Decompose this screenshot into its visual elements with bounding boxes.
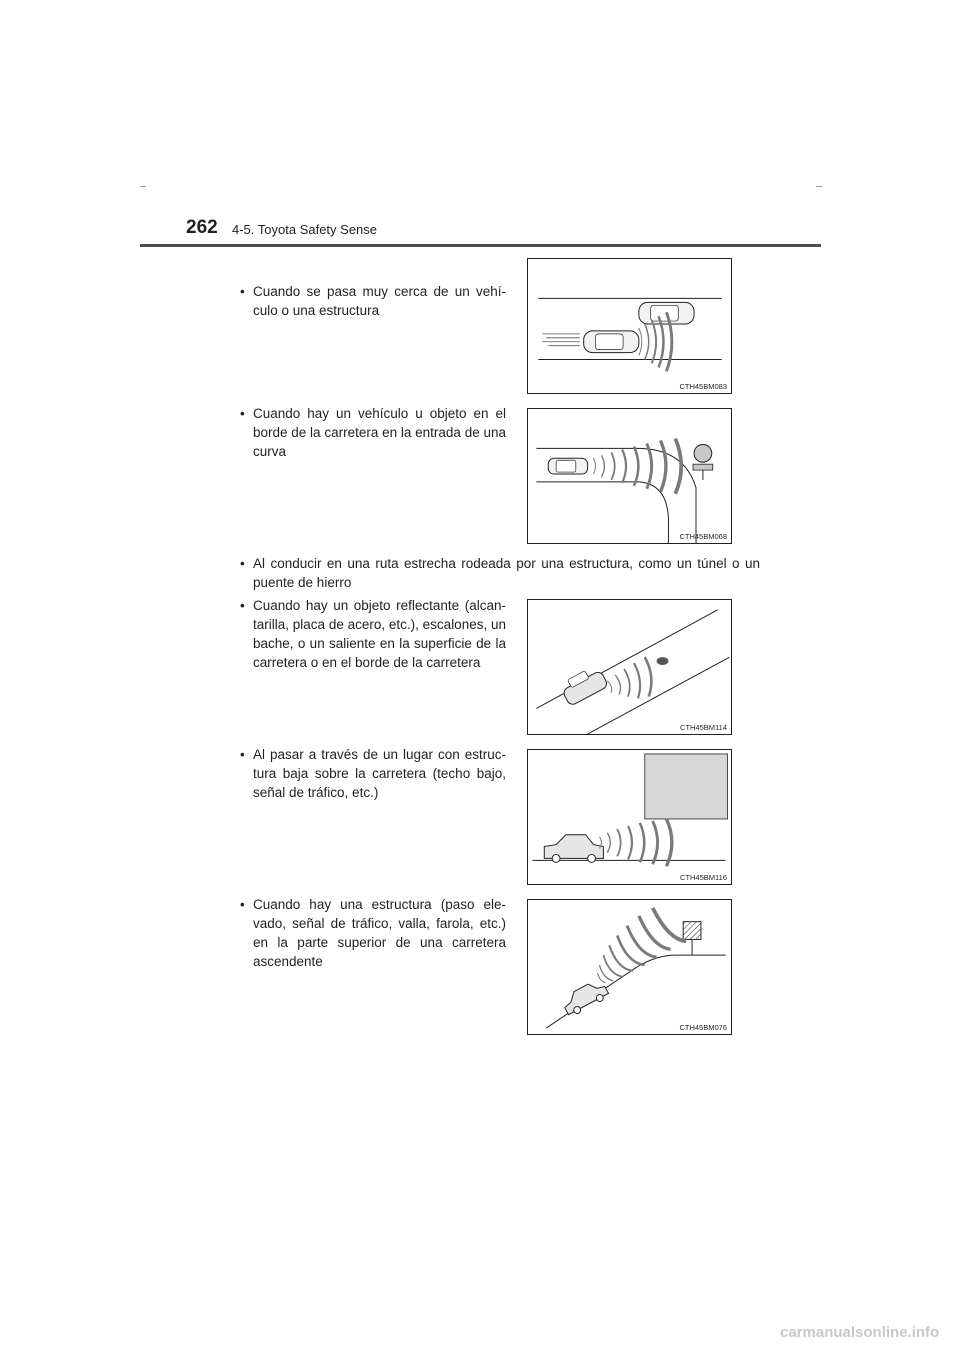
- figure-code: CTH45BM114: [680, 723, 727, 732]
- item-text: Al conducir en una ruta estrecha rodeada por una estructura, como un túnel o un puente de hierro: [253, 556, 760, 590]
- bullet: •: [240, 556, 245, 571]
- watermark: carmanualsonline.info: [780, 1324, 940, 1341]
- bullet: •: [240, 747, 245, 762]
- figure-close-pass: [527, 258, 732, 394]
- item-text: Cuando hay un vehículo u objeto en el borde de la carretera en la entrada de una curva: [253, 406, 506, 459]
- list-item: [240, 554, 760, 592]
- item-text: Al pasar a través de un lugar con estruc-tura baja sobre la carretera (techo bajo, señal de tráfico, etc.): [253, 747, 506, 800]
- list-item: [240, 596, 506, 672]
- list-item: [240, 282, 506, 320]
- list-item: [240, 404, 506, 461]
- crop-mark-left: [140, 186, 146, 187]
- figure-low-structure: [527, 749, 732, 885]
- list-item: [240, 745, 506, 802]
- item-text: Cuando se pasa muy cerca de un vehí-culo o una estructura: [253, 284, 506, 318]
- figure-code: CTH45BM116: [680, 873, 727, 882]
- figure-code: CTH45BM083: [679, 382, 727, 391]
- bullet: •: [240, 598, 245, 613]
- figure-code: CTH45BM076: [679, 1023, 727, 1032]
- figure-reflective-object: [527, 599, 732, 735]
- bullet: •: [240, 406, 245, 421]
- figure-code: CTH45BM068: [679, 532, 727, 541]
- section-title: 4-5. Toyota Safety Sense: [232, 222, 378, 237]
- bullet: •: [240, 897, 245, 912]
- figure-curve-entrance: [527, 408, 732, 544]
- item-text: Cuando hay una estructura (paso ele-vado, señal de tráfico, valla, farola, etc.) en la parte superior de una carretera ascendente: [253, 897, 506, 969]
- crop-mark-right: [816, 186, 822, 187]
- list-item: [240, 895, 506, 971]
- header-rule: [140, 244, 821, 247]
- bullet: •: [240, 284, 245, 299]
- item-text: Cuando hay un objeto reflectante (alcan-tarilla, placa de acero, etc.), escalones, un bache, o un saliente en la superficie de la carretera o en el borde de la carretera: [253, 598, 506, 670]
- page-number: 262: [186, 217, 218, 238]
- figure-uphill-structure: [527, 899, 732, 1035]
